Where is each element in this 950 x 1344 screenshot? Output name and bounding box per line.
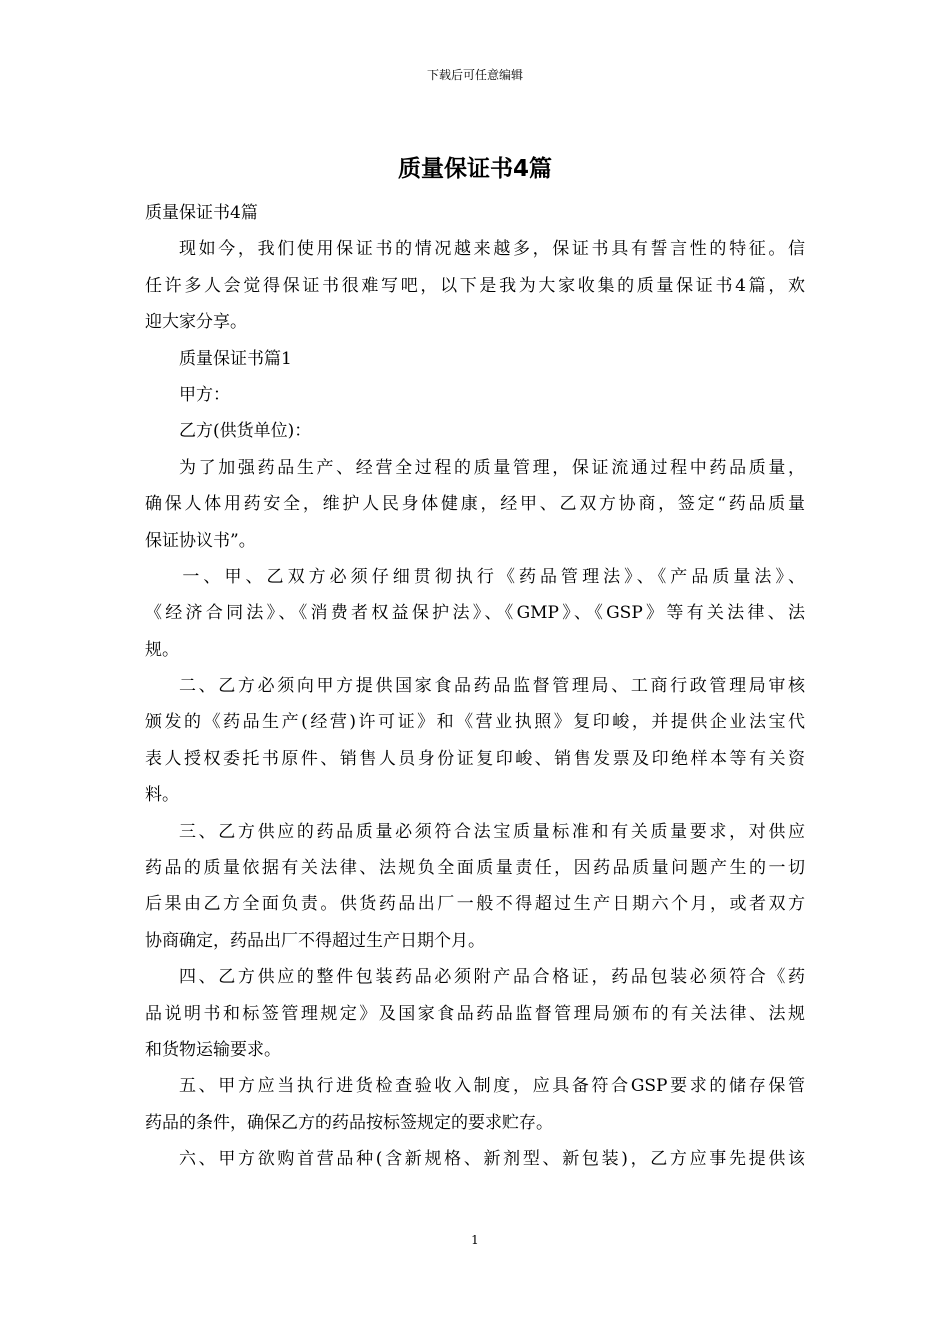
body-line: 颁发的《药品生产(经营)许可证》和《营业执照》复印峻，并提供企业法宝代 (145, 712, 805, 733)
body-line: 乙方(供货单位)： (179, 421, 312, 442)
body-line: 品说明书和标签管理规定》及国家食品药品监督管理局颁布的有关法律、法规 (145, 1003, 805, 1024)
body-line: 和货物运输要求。 (145, 1039, 281, 1060)
body-line: 甲方： (179, 384, 230, 405)
body-line: 《经济合同法》、《消费者权益保护法》、《GMP》、《GSP》等有关法律、法 (145, 603, 805, 624)
body-line: 规。 (145, 639, 179, 660)
body-line: 药品的质量依据有关法律、法规负全面质量责任，因药品质量问题产生的一切 (145, 858, 805, 879)
body-line: 药品的条件，确保乙方的药品按标签规定的要求贮存。 (145, 1112, 553, 1133)
body-line: 二、乙方必须向甲方提供国家食品药品监督管理局、工商行政管理局审核 (179, 676, 805, 697)
document-title: 质量保证书4篇 (397, 156, 552, 182)
body-line: 保证协议书”。 (145, 530, 256, 551)
body-line: 质量保证书4篇 (145, 203, 258, 223)
body-line: 现如今，我们使用保证书的情况越来越多，保证书具有誓言性的特征。信 (179, 239, 805, 260)
body-line: 质量保证书篇1 (179, 348, 292, 369)
body-line: 五、甲方应当执行进货检查验收入制度，应具备符合GSP要求的储存保管 (179, 1076, 805, 1097)
body-line: 四、乙方供应的整件包装药品必须附产品合格证，药品包装必须符合《药 (179, 967, 805, 988)
page-number: 1 (471, 1233, 479, 1247)
body-line: 六、甲方欲购首营品种(含新规格、新剂型、新包装)，乙方应事先提供该 (179, 1149, 805, 1170)
body-line: 迎大家分享。 (145, 312, 247, 333)
body-line: 一、甲、乙双方必须仔细贯彻执行《药品管理法》、《产品质量法》、 (182, 566, 805, 587)
body-line: 三、乙方供应的药品质量必须符合法宝质量标准和有关质量要求，对供应 (179, 821, 805, 842)
page-header-note: 下载后可任意编辑 (426, 68, 523, 82)
body-line: 协商确定，药品出厂不得超过生产日期个月。 (145, 930, 485, 951)
body-line: 表人授权委托书原件、销售人员身份证复印峻、销售发票及印绝样本等有关资 (145, 748, 805, 769)
document-body (145, 195, 805, 1178)
body-line: 后果由乙方全面负责。供货药品出厂一般不得超过生产日期六个月，或者双方 (145, 894, 805, 915)
body-line: 任许多人会觉得保证书很难写吧，以下是我为大家收集的质量保证书4篇，欢 (145, 275, 805, 296)
body-line: 确保人体用药安全，维护人民身体健康，经甲、乙双方协商，签定“药品质量 (145, 494, 805, 515)
body-line: 料。 (145, 785, 179, 806)
body-line: 为了加强药品生产、经营全过程的质量管理，保证流通过程中药品质量， (179, 457, 805, 478)
